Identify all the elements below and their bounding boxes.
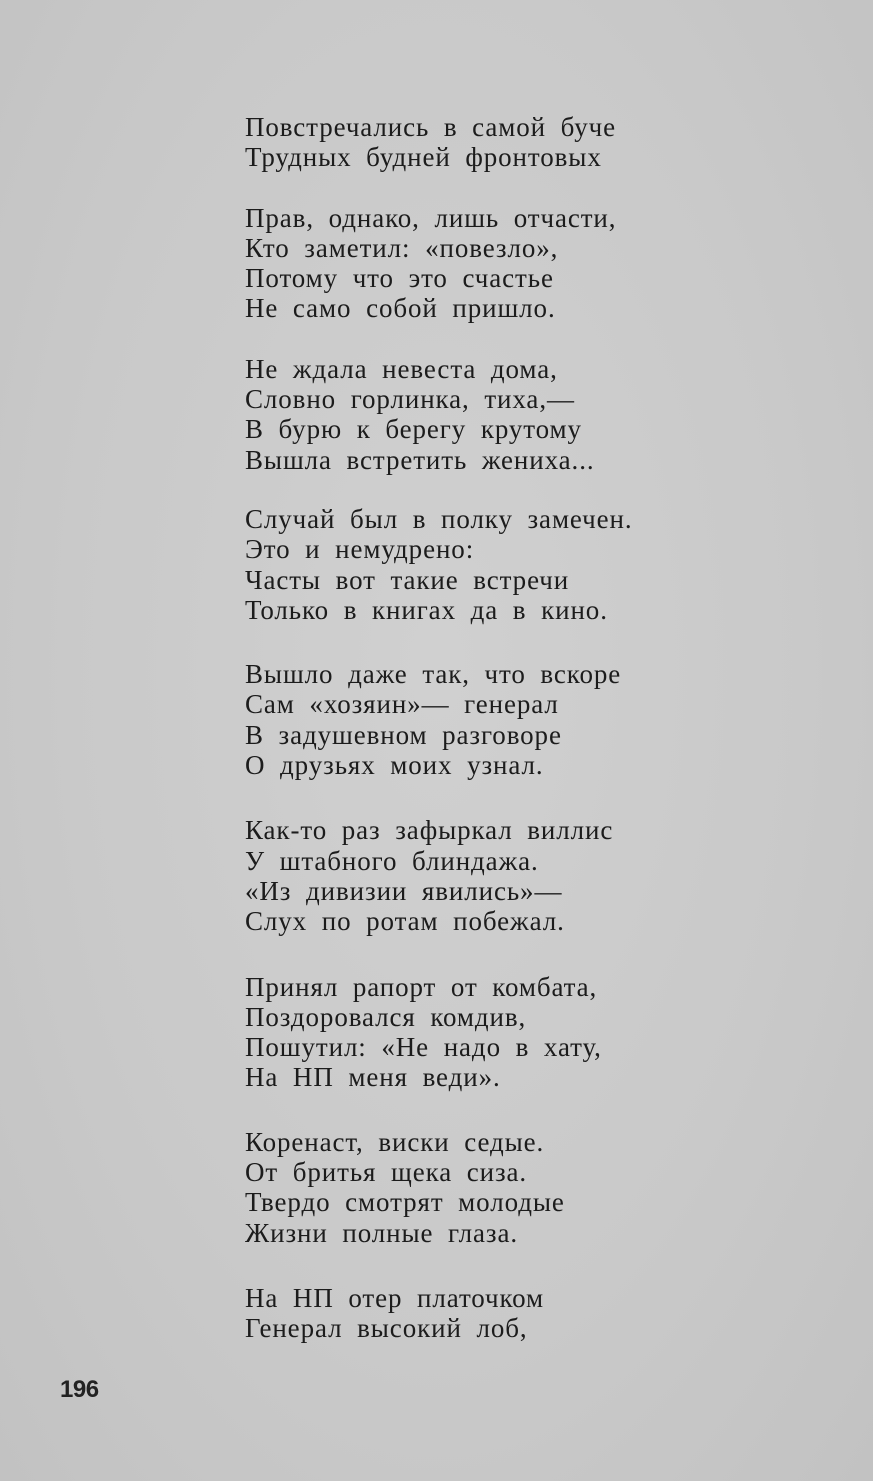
stanza <box>245 504 765 625</box>
poem-line: На НП меня веди». <box>245 1062 501 1093</box>
poem-line: У штабного блиндажа. <box>245 845 539 876</box>
poem-line: От бритья щека сиза. <box>245 1157 528 1188</box>
stanza <box>245 815 765 936</box>
poem-line: Коренаст, виски седые. <box>245 1126 545 1157</box>
stanza <box>245 112 765 173</box>
poem-text <box>245 112 765 1344</box>
poem-line: Прав, однако, лишь отчасти, <box>245 202 617 233</box>
poem-line: Потому что это счастье <box>245 263 554 294</box>
poem-line: Случай был в полку замечен. <box>245 503 633 534</box>
poem-line: Как-то раз зафыркал виллис <box>245 815 614 846</box>
poem-line: «Из дивизии явились»— <box>245 875 563 906</box>
page-number: 196 <box>60 1376 99 1403</box>
poem-line: Кто заметил: «повезло», <box>245 232 559 263</box>
stanza <box>245 1283 765 1344</box>
stanza <box>245 1127 765 1248</box>
poem-line: Не само собой пришло. <box>245 293 556 324</box>
poem-line: Только в книгах да в кино. <box>245 594 608 625</box>
poem-line: Твердо смотрят молодые <box>245 1187 565 1218</box>
poem-line: Поздоровался комдив, <box>245 1001 527 1032</box>
poem-line: Сам «хозяин»— генерал <box>245 689 559 720</box>
poem-line: Слух по ротам побежал. <box>245 906 565 937</box>
poem-line: О друзьях моих узнал. <box>245 750 544 781</box>
poem-line: Не ждала невеста дома, <box>245 353 558 384</box>
stanza <box>245 203 765 324</box>
poem-line: Вышла встретить жениха... <box>245 444 595 475</box>
poem-line: Повстречались в самой буче <box>245 112 617 142</box>
poem-line: Пошутил: «Не надо в хату, <box>245 1032 602 1063</box>
stanza <box>245 972 765 1093</box>
stanza <box>245 659 765 780</box>
poem-line: Генерал высокий лоб, <box>245 1313 528 1344</box>
poem-line: Часты вот такие встречи <box>245 564 570 595</box>
stanza <box>245 354 765 475</box>
poem-line: Вышло даже так, что вскоре <box>245 659 622 690</box>
poem-line: Жизни полные глаза. <box>245 1217 519 1248</box>
poem-line: В задушевном разговоре <box>245 719 562 750</box>
poem-line: Принял рапорт от комбата, <box>245 971 598 1002</box>
poem-line: Это и немудрено: <box>245 534 475 565</box>
poem-line: На НП отер платочком <box>245 1282 545 1313</box>
poem-line: Словно горлинка, тиха,— <box>245 384 575 415</box>
poem-line: Трудных будней фронтовых <box>245 142 602 173</box>
poem-line: В бурю к берегу крутому <box>245 414 582 445</box>
